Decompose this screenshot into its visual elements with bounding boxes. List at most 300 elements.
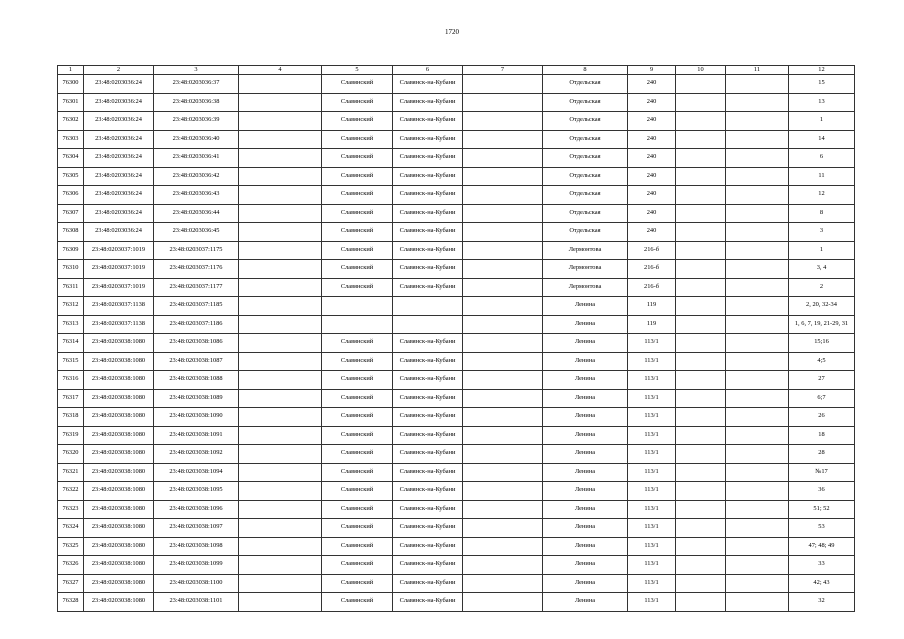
table-row [58,519,855,538]
table-cell-col-12: 3 [789,223,855,242]
table-cell-col-2: 23:48:0203037:1138 [84,297,154,316]
table-cell-col-7 [463,519,543,538]
table-cell-col-8: Ленина [543,334,628,353]
table-cell-col-5: Славянский [322,556,393,575]
table-cell-col-2: 23:48:0203038:1080 [84,556,154,575]
table-cell-col-2: 23:48:0203038:1080 [84,334,154,353]
table-cell-col-7 [463,260,543,279]
table-cell-col-7 [463,593,543,612]
table-cell-col-6: Славянск-на-Кубани [393,500,463,519]
table-cell-col-1: 76316 [58,371,84,390]
table-row [58,297,855,316]
column-header-6: 6 [393,66,463,75]
table-cell-col-11 [726,352,789,371]
table-cell-col-8: Отдельская [543,112,628,131]
table-cell-col-10 [676,463,726,482]
table-row [58,334,855,353]
table-cell-col-2: 23:48:0203037:1019 [84,260,154,279]
table-cell-col-6: Славянск-на-Кубани [393,149,463,168]
column-header-10: 10 [676,66,726,75]
table-cell-col-5: Славянский [322,167,393,186]
table-cell-col-12: 27 [789,371,855,390]
table-cell-col-11 [726,556,789,575]
table-cell-col-10 [676,352,726,371]
table-cell-col-12: 3, 4 [789,260,855,279]
table-cell-col-11 [726,260,789,279]
table-cell-col-3: 23:48:0203036:43 [154,186,239,205]
table-cell-col-9: 113/1 [628,334,676,353]
table-cell-col-12: 13 [789,93,855,112]
table-cell-col-5: Славянский [322,93,393,112]
table-cell-col-10 [676,223,726,242]
table-cell-col-2: 23:48:0203036:24 [84,186,154,205]
table-cell-col-9: 113/1 [628,556,676,575]
header-row [58,66,855,75]
table-cell-col-6: Славянск-на-Кубани [393,593,463,612]
table-cell-col-10 [676,500,726,519]
table-cell-col-9: 113/1 [628,408,676,427]
column-header-8: 8 [543,66,628,75]
table-cell-col-4 [239,408,322,427]
table-cell-col-3: 23:48:0203038:1086 [154,334,239,353]
table-row [58,315,855,334]
table-cell-col-1: 76313 [58,315,84,334]
table-cell-col-8: Ленина [543,297,628,316]
table-cell-col-1: 76310 [58,260,84,279]
table-cell-col-7 [463,574,543,593]
table-cell-col-11 [726,75,789,94]
table-cell-col-6: Славянск-на-Кубани [393,130,463,149]
table-row [58,426,855,445]
table-cell-col-12: 33 [789,556,855,575]
table-cell-col-8: Ленина [543,519,628,538]
table-cell-col-1: 76308 [58,223,84,242]
table-cell-col-2: 23:48:0203038:1080 [84,537,154,556]
table-cell-col-1: 76312 [58,297,84,316]
table-cell-col-2: 23:48:0203038:1080 [84,371,154,390]
table-cell-col-9: 240 [628,204,676,223]
table-cell-col-1: 76314 [58,334,84,353]
table-cell-col-2: 23:48:0203038:1080 [84,408,154,427]
table-cell-col-5: Славянский [322,482,393,501]
table-row [58,352,855,371]
table-cell-col-5: Славянский [322,593,393,612]
table-cell-col-4 [239,112,322,131]
table-cell-col-1: 76322 [58,482,84,501]
table-cell-col-6: Славянск-на-Кубани [393,167,463,186]
table-cell-col-10 [676,389,726,408]
table-cell-col-12: 51; 52 [789,500,855,519]
table-cell-col-2: 23:48:0203036:24 [84,112,154,131]
table-cell-col-10 [676,519,726,538]
table-row [58,260,855,279]
table-cell-col-4 [239,519,322,538]
table-cell-col-4 [239,463,322,482]
table-cell-col-8: Отдельская [543,149,628,168]
table-cell-col-5: Славянский [322,408,393,427]
table-cell-col-9: 216-б [628,260,676,279]
table-cell-col-2: 23:48:0203037:1019 [84,278,154,297]
table-cell-col-3: 23:48:0203038:1089 [154,389,239,408]
table-cell-col-1: 76326 [58,556,84,575]
table-cell-col-11 [726,408,789,427]
table-cell-col-3: 23:48:0203036:40 [154,130,239,149]
table-cell-col-4 [239,130,322,149]
table-cell-col-2: 23:48:0203037:1138 [84,315,154,334]
table-cell-col-7 [463,371,543,390]
table-cell-col-11 [726,426,789,445]
table-cell-col-4 [239,75,322,94]
table-cell-col-5: Славянский [322,445,393,464]
table-cell-col-11 [726,334,789,353]
table-cell-col-12: 6;7 [789,389,855,408]
table-cell-col-6: Славянск-на-Кубани [393,463,463,482]
table-cell-col-3: 23:48:0203036:45 [154,223,239,242]
table-cell-col-12: 47; 48; 49 [789,537,855,556]
table-cell-col-6: Славянск-на-Кубани [393,241,463,260]
table-cell-col-11 [726,482,789,501]
column-header-11: 11 [726,66,789,75]
table-cell-col-10 [676,186,726,205]
table-cell-col-1: 76300 [58,75,84,94]
table-cell-col-9: 113/1 [628,426,676,445]
table-cell-col-6: Славянск-на-Кубани [393,537,463,556]
table-cell-col-10 [676,537,726,556]
table-cell-col-12: 42; 43 [789,574,855,593]
table-cell-col-2: 23:48:0203038:1080 [84,482,154,501]
table-cell-col-11 [726,278,789,297]
table-body [58,75,855,612]
table-cell-col-11 [726,149,789,168]
table-cell-col-7 [463,408,543,427]
table-cell-col-7 [463,112,543,131]
table-cell-col-1: 76303 [58,130,84,149]
table-cell-col-12: 36 [789,482,855,501]
table-cell-col-12: 11 [789,167,855,186]
table-cell-col-5: Славянский [322,223,393,242]
table-row [58,186,855,205]
table-cell-col-5: Славянский [322,241,393,260]
table-cell-col-4 [239,149,322,168]
table-header [58,66,855,75]
table-cell-col-9: 240 [628,75,676,94]
table-row [58,574,855,593]
table-cell-col-2: 23:48:0203038:1080 [84,519,154,538]
table-cell-col-5: Славянский [322,204,393,223]
table-cell-col-5: Славянский [322,352,393,371]
table-cell-col-3: 23:48:0203038:1101 [154,593,239,612]
table-cell-col-3: 23:48:0203037:1175 [154,241,239,260]
page-number: 1720 [445,28,459,36]
table-row [58,445,855,464]
table-cell-col-4 [239,593,322,612]
table-cell-col-2: 23:48:0203036:24 [84,75,154,94]
column-header-7: 7 [463,66,543,75]
table-cell-col-11 [726,130,789,149]
table-cell-col-8: Ленина [543,537,628,556]
table-cell-col-5: Славянский [322,334,393,353]
column-header-12: 12 [789,66,855,75]
table-row [58,371,855,390]
table-cell-col-11 [726,315,789,334]
table-cell-col-3: 23:48:0203038:1099 [154,556,239,575]
table-cell-col-3: 23:48:0203037:1176 [154,260,239,279]
table-cell-col-7 [463,463,543,482]
table-cell-col-6: Славянск-на-Кубани [393,186,463,205]
table-cell-col-7 [463,130,543,149]
table-cell-col-4 [239,352,322,371]
table-cell-col-8: Отдельская [543,130,628,149]
table-cell-col-8: Лермонтова [543,260,628,279]
table-cell-col-7 [463,389,543,408]
table-cell-col-2: 23:48:0203036:24 [84,130,154,149]
table-cell-col-3: 23:48:0203036:41 [154,149,239,168]
table-cell-col-2: 23:48:0203037:1019 [84,241,154,260]
table-cell-col-9: 216-б [628,241,676,260]
table-cell-col-6: Славянск-на-Кубани [393,556,463,575]
table-cell-col-1: 76320 [58,445,84,464]
table-cell-col-11 [726,537,789,556]
table-cell-col-8: Ленина [543,445,628,464]
table-row [58,556,855,575]
table-cell-col-10 [676,112,726,131]
table-cell-col-6: Славянск-на-Кубани [393,408,463,427]
table-row [58,149,855,168]
table-cell-col-10 [676,93,726,112]
table-cell-col-8: Ленина [543,371,628,390]
table-cell-col-1: 76319 [58,426,84,445]
table-row [58,482,855,501]
table-cell-col-6 [393,297,463,316]
table-row [58,112,855,131]
table-cell-col-8: Ленина [543,315,628,334]
table-cell-col-11 [726,204,789,223]
table-cell-col-11 [726,186,789,205]
table-cell-col-8: Отдельская [543,223,628,242]
column-header-5: 5 [322,66,393,75]
table-cell-col-3: 23:48:0203038:1095 [154,482,239,501]
table-cell-col-10 [676,371,726,390]
table-cell-col-4 [239,315,322,334]
table-cell-col-5: Славянский [322,112,393,131]
table-cell-col-6: Славянск-на-Кубани [393,75,463,94]
table-cell-col-8: Лермонтова [543,278,628,297]
table-cell-col-2: 23:48:0203036:24 [84,149,154,168]
table-cell-col-7 [463,334,543,353]
table-cell-col-12: 32 [789,593,855,612]
table-cell-col-8: Ленина [543,408,628,427]
table-cell-col-3: 23:48:0203036:39 [154,112,239,131]
table-row [58,204,855,223]
table-cell-col-3: 23:48:0203038:1088 [154,371,239,390]
table-cell-col-2: 23:48:0203038:1080 [84,389,154,408]
table-cell-col-11 [726,371,789,390]
table-cell-col-4 [239,260,322,279]
table-cell-col-2: 23:48:0203038:1080 [84,463,154,482]
table-cell-col-3: 23:48:0203037:1186 [154,315,239,334]
table-cell-col-5: Славянский [322,260,393,279]
table-cell-col-1: 76321 [58,463,84,482]
table-cell-col-4 [239,186,322,205]
table-cell-col-4 [239,500,322,519]
table-cell-col-7 [463,352,543,371]
table-cell-col-8: Ленина [543,556,628,575]
table-cell-col-12: 1 [789,241,855,260]
table-cell-col-1: 76306 [58,186,84,205]
table-row [58,537,855,556]
table-cell-col-5: Славянский [322,130,393,149]
table-cell-col-10 [676,426,726,445]
table-cell-col-4 [239,556,322,575]
table-row [58,463,855,482]
table-cell-col-11 [726,574,789,593]
table-cell-col-8: Ленина [543,352,628,371]
table-cell-col-11 [726,167,789,186]
table-cell-col-11 [726,500,789,519]
table-cell-col-9: 113/1 [628,500,676,519]
table-cell-col-9: 113/1 [628,482,676,501]
table-cell-col-4 [239,482,322,501]
table-cell-col-12: №17 [789,463,855,482]
table-cell-col-6: Славянск-на-Кубани [393,204,463,223]
table-cell-col-12: 8 [789,204,855,223]
column-header-2: 2 [84,66,154,75]
table-cell-col-6: Славянск-на-Кубани [393,352,463,371]
table-cell-col-11 [726,223,789,242]
table-cell-col-7 [463,426,543,445]
table-cell-col-9: 113/1 [628,593,676,612]
table-cell-col-6: Славянск-на-Кубани [393,574,463,593]
table-cell-col-5: Славянский [322,278,393,297]
table-cell-col-1: 76325 [58,537,84,556]
table-cell-col-7 [463,500,543,519]
table-cell-col-4 [239,278,322,297]
table-cell-col-12: 1 [789,112,855,131]
table-cell-col-3: 23:48:0203038:1090 [154,408,239,427]
table-cell-col-7 [463,149,543,168]
table-row [58,278,855,297]
table-cell-col-7 [463,315,543,334]
table-row [58,241,855,260]
table-cell-col-10 [676,167,726,186]
table-cell-col-2: 23:48:0203036:24 [84,204,154,223]
table-cell-col-9: 240 [628,149,676,168]
table-cell-col-10 [676,75,726,94]
table-cell-col-12: 1, 6, 7, 19, 21-29, 31 [789,315,855,334]
table-cell-col-12: 2 [789,278,855,297]
table-cell-col-2: 23:48:0203038:1080 [84,352,154,371]
table-row [58,75,855,94]
table-cell-col-12: 28 [789,445,855,464]
registry-table [57,65,855,612]
table-cell-col-5: Славянский [322,371,393,390]
table-cell-col-10 [676,260,726,279]
table-cell-col-2: 23:48:0203036:24 [84,223,154,242]
table-cell-col-6: Славянск-на-Кубани [393,482,463,501]
table-cell-col-7 [463,75,543,94]
table-row [58,93,855,112]
table-cell-col-3: 23:48:0203038:1098 [154,537,239,556]
table-cell-col-9: 240 [628,186,676,205]
column-header-9: 9 [628,66,676,75]
table-cell-col-6: Славянск-на-Кубани [393,334,463,353]
table-cell-col-6: Славянск-на-Кубани [393,223,463,242]
table-row [58,593,855,612]
table-cell-col-5: Славянский [322,500,393,519]
table-cell-col-7 [463,278,543,297]
table-cell-col-9: 240 [628,112,676,131]
table-cell-col-3: 23:48:0203038:1096 [154,500,239,519]
table-cell-col-10 [676,315,726,334]
table-cell-col-4 [239,334,322,353]
table-cell-col-8: Ленина [543,593,628,612]
table-cell-col-11 [726,241,789,260]
table-cell-col-5: Славянский [322,519,393,538]
table-cell-col-9: 240 [628,167,676,186]
table-cell-col-3: 23:48:0203036:42 [154,167,239,186]
table-cell-col-5: Славянский [322,537,393,556]
table-row [58,167,855,186]
table-cell-col-4 [239,426,322,445]
table-cell-col-3: 23:48:0203038:1097 [154,519,239,538]
table-cell-col-7 [463,445,543,464]
table-cell-col-9: 119 [628,297,676,316]
table-cell-col-2: 23:48:0203038:1080 [84,500,154,519]
table-cell-col-9: 240 [628,93,676,112]
table-cell-col-2: 23:48:0203038:1080 [84,574,154,593]
table-cell-col-1: 76318 [58,408,84,427]
table-cell-col-10 [676,593,726,612]
table-cell-col-3: 23:48:0203037:1177 [154,278,239,297]
table-cell-col-10 [676,482,726,501]
table-cell-col-4 [239,241,322,260]
table-cell-col-12: 53 [789,519,855,538]
column-header-3: 3 [154,66,239,75]
table-cell-col-1: 76307 [58,204,84,223]
table-cell-col-11 [726,297,789,316]
table-cell-col-5 [322,315,393,334]
table-cell-col-11 [726,93,789,112]
table-cell-col-5: Славянский [322,463,393,482]
table-cell-col-3: 23:48:0203038:1092 [154,445,239,464]
table-cell-col-9: 216-б [628,278,676,297]
table-cell-col-12: 14 [789,130,855,149]
table-cell-col-6: Славянск-на-Кубани [393,519,463,538]
table-cell-col-1: 76323 [58,500,84,519]
table-cell-col-12: 15;16 [789,334,855,353]
table-cell-col-3: 23:48:0203036:37 [154,75,239,94]
table-cell-col-4 [239,445,322,464]
table-cell-col-5: Славянский [322,186,393,205]
table-cell-col-5 [322,297,393,316]
table-cell-col-8: Отдельская [543,167,628,186]
table-cell-col-7 [463,556,543,575]
table-row [58,408,855,427]
table-cell-col-7 [463,93,543,112]
table-cell-col-2: 23:48:0203038:1080 [84,445,154,464]
table-cell-col-11 [726,445,789,464]
table-cell-col-12: 12 [789,186,855,205]
table-cell-col-9: 113/1 [628,445,676,464]
table-cell-col-7 [463,186,543,205]
table-cell-col-9: 240 [628,130,676,149]
table-cell-col-6: Славянск-на-Кубани [393,371,463,390]
table-cell-col-4 [239,537,322,556]
table-cell-col-8: Ленина [543,482,628,501]
table-cell-col-1: 76327 [58,574,84,593]
table-cell-col-2: 23:48:0203036:24 [84,93,154,112]
table-cell-col-8: Отдельская [543,93,628,112]
